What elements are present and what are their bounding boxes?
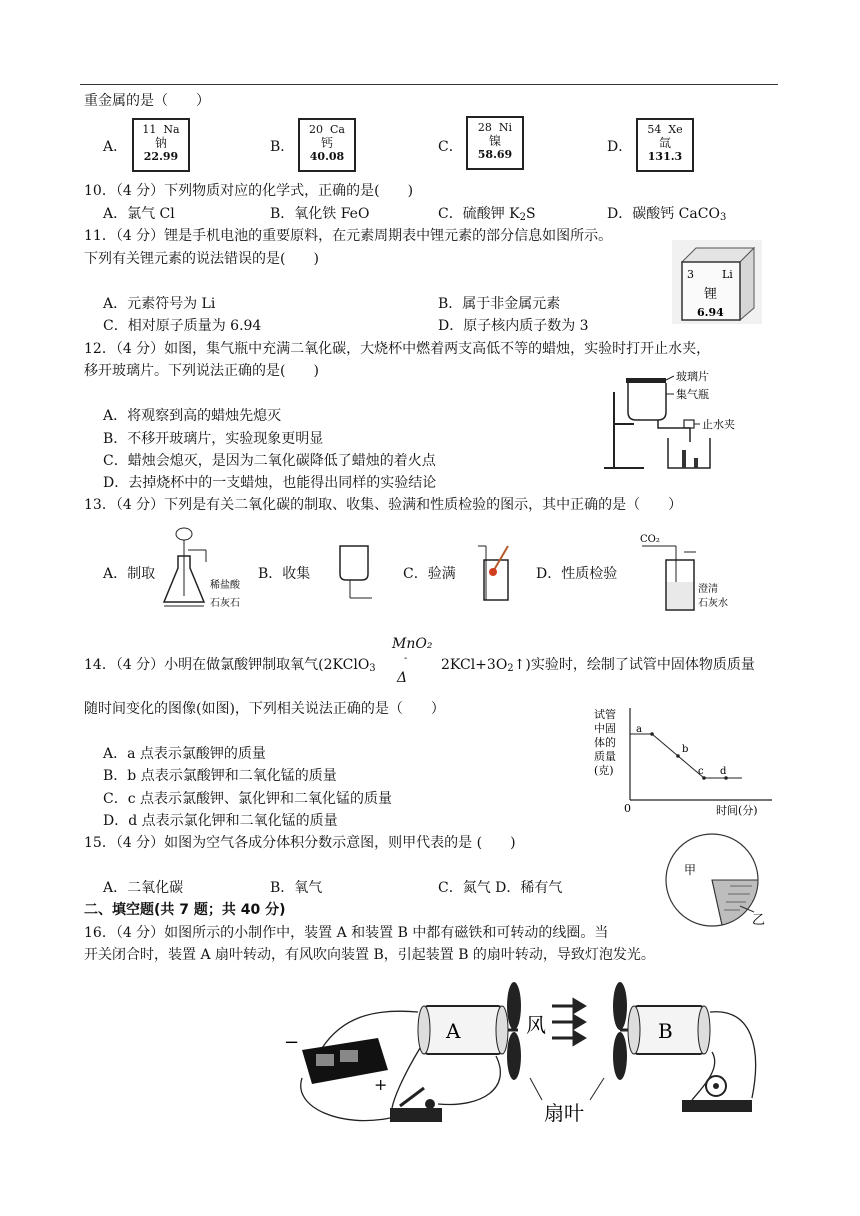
label-jia: 甲 — [684, 863, 697, 877]
q16-stem-line2: 开关闭合时，装置 A 扇叶转动，有风吹向装置 B，引起装置 B 的扇叶转动，导致灯泡发光。 — [84, 947, 655, 963]
lithium-card-figure — [672, 240, 762, 324]
point-d: d — [720, 766, 727, 777]
q14-option-a: A．a 点表示氯酸钾的质量 — [103, 746, 266, 762]
y-label-4: 质量 — [594, 750, 616, 763]
q16-stem-line1: 16．（4 分）如图所示的小制作中，装置 A 和装置 B 中都有磁铁和可转动的线圈。当 — [84, 925, 609, 941]
label-limewater-1: 澄清 — [698, 584, 718, 595]
atomic-number: 20 — [309, 123, 323, 136]
q9-element-card-c — [466, 116, 524, 170]
q12-stem-line2: 移开玻璃片。下列说法正确的是( ) — [84, 363, 319, 379]
atomic-mass: 131.3 — [647, 150, 683, 163]
element-name: 钠 — [154, 136, 167, 150]
atomic-mass: 40.08 — [309, 150, 345, 163]
point-c: c — [698, 766, 704, 777]
q11-option-c: C．相对原子质量为 6.94 — [103, 318, 262, 334]
label-limestone: 石灰石 — [210, 598, 240, 609]
q9-tail: 重金属的是（ ） — [84, 93, 210, 109]
co2-collection-bottle — [336, 542, 380, 604]
y-label-1: 试管 — [594, 708, 616, 721]
motor-generator-figure — [282, 978, 776, 1138]
label-dilute-acid: 稀盐酸 — [210, 580, 240, 591]
point-a: a — [636, 724, 642, 735]
q14-stem-line1: 14．（4 分）小明在做氯酸钾制取氧气(2KClO$_3$ — [84, 657, 376, 674]
q10-stem: 10．（4 分）下列物质对应的化学式，正确的是( ) — [84, 183, 414, 199]
q13-stem: 13．（4 分）下列是有关二氧化碳的制取、收集、验满和性质检验的图示，其中正确的是（ ） — [84, 497, 683, 513]
air-composition-pie — [660, 832, 772, 928]
q14-stem-line1b: $2KCl+3O_2↑$)实验时，绘制了试管中固体物质质量 — [441, 657, 755, 674]
co2-full-test-bottle — [476, 540, 520, 606]
q10-option-b: B．氧化铁 FeO — [270, 206, 370, 222]
battery-minus: − — [284, 1032, 300, 1053]
catalyst-label: MnO₂ — [392, 636, 433, 652]
label-limewater-2: 石灰水 — [698, 598, 728, 609]
q15-stem: 15．（4 分）如图为空气各成分体积分数示意图，则甲代表的是 ( ) — [84, 835, 516, 851]
q15-option-a: A．二氧化碳 — [103, 880, 184, 896]
x-axis-label: 时间(分) — [716, 804, 758, 817]
q13-option-c: C．验满 — [403, 566, 456, 582]
q12-stem-line1: 12．（4 分）如图，集气瓶中充满二氧化碳，大烧杯中燃着两支高低不等的蜡烛，实验时打开止水夹， — [84, 341, 711, 357]
q13-option-a: A．制取 — [103, 566, 156, 582]
device-a-label: A — [446, 1019, 461, 1043]
device-b-label: B — [658, 1019, 673, 1043]
q9-option-d-letter: D． — [607, 139, 633, 155]
label-glass-plate: 玻璃片 — [676, 370, 709, 383]
label-water-clamp: 止水夹 — [702, 418, 735, 431]
q11-stem-line1: 11．（4 分）锂是手机电池的重要原料，在元素周期表中锂元素的部分信息如图所示。 — [84, 228, 613, 244]
label-co2: CO₂ — [640, 534, 660, 545]
point-b: b — [682, 744, 689, 755]
label-gas-bottle: 集气瓶 — [676, 388, 709, 401]
battery-plus: + — [374, 1075, 388, 1094]
section-2-heading: 二、填空题(共 7 题；共 40 分) — [84, 902, 286, 918]
atomic-mass: 58.69 — [477, 148, 513, 161]
q12-option-c: C．蜡烛会熄灭，是因为二氧化碳降低了蜡烛的着火点 — [103, 453, 436, 469]
q9-element-card-d — [636, 118, 694, 172]
q11-stem-line2: 下列有关锂元素的说法错误的是( ) — [84, 251, 319, 267]
q14-option-c: C．c 点表示氯酸钾、氯化钾和二氧化锰的质量 — [103, 791, 393, 807]
q10-option-d: D．碳酸钙 CaCO$_3$ — [607, 206, 727, 223]
element-symbol: Ca — [330, 123, 345, 136]
q14-option-d: D．d 点表示氯化钾和二氧化锰的质量 — [103, 813, 338, 829]
q9-option-a-letter: A． — [103, 139, 128, 155]
element-symbol: Na — [163, 123, 180, 136]
q12-option-b: B．不移开玻璃片，实验现象更明显 — [103, 431, 324, 447]
lithium-name: 锂 — [704, 287, 718, 302]
q13-option-d: D．性质检验 — [536, 566, 618, 582]
q12-option-a: A．将观察到高的蜡烛先熄灭 — [103, 408, 282, 424]
atomic-number: 28 — [477, 121, 492, 134]
atomic-number: 11 — [142, 123, 157, 136]
reaction-arrow-mark: - — [404, 653, 408, 664]
q10-option-a: A．氯气 Cl — [103, 206, 175, 222]
element-name: 氙 — [658, 136, 671, 150]
label-yi: 乙 — [752, 913, 766, 928]
q13-option-b: B．收集 — [258, 566, 311, 582]
co2-property-test — [640, 532, 730, 612]
q14-stem-line2: 随时间变化的图像(如图)，下列相关说法正确的是（ ） — [84, 701, 445, 717]
co2-production-flask — [160, 526, 250, 612]
y-label-5: (克) — [594, 764, 614, 777]
y-label-3: 体的 — [594, 736, 616, 749]
q10-option-c: C．硫酸钾 $K_2S$ — [438, 206, 536, 223]
q15-option-b: B．氧气 — [270, 880, 323, 896]
q9-option-b-letter: B． — [270, 139, 295, 155]
q14-option-b: B．b 点表示氯酸钾和二氧化锰的质量 — [103, 768, 337, 784]
mass-time-graph — [592, 706, 782, 818]
y-label-2: 中固 — [594, 722, 616, 735]
q11-option-a: A．元素符号为 Li — [103, 296, 216, 312]
fan-blade-label: 扇叶 — [544, 1101, 584, 1125]
q9-element-card-a — [132, 118, 190, 172]
lithium-mass: 6.94 — [697, 306, 724, 319]
element-name: 钙 — [320, 136, 333, 150]
q9-element-card-b — [298, 118, 356, 172]
q11-option-b: B．属于非金属元素 — [438, 296, 561, 312]
q11-option-d: D．原子核内质子数为 3 — [438, 318, 589, 334]
heat-label: Δ — [397, 670, 408, 686]
wind-label: 风 — [526, 1013, 546, 1037]
q12-option-d: D．去掉烧杯中的一支蜡烛，也能得出同样的实验结论 — [103, 475, 437, 491]
element-symbol: Ni — [498, 121, 513, 134]
element-name: 镍 — [488, 134, 501, 148]
lithium-symbol: Li — [722, 268, 733, 281]
atomic-mass: 22.99 — [143, 150, 179, 163]
element-symbol: Xe — [668, 123, 683, 136]
origin-label: 0 — [624, 802, 631, 815]
header-rule — [80, 84, 778, 85]
q9-option-c-letter: C． — [438, 139, 463, 155]
atomic-number: 54 — [647, 123, 662, 136]
co2-candle-apparatus — [604, 372, 764, 472]
q15-option-cd: C．氮气 D．稀有气 — [438, 880, 563, 896]
lithium-number: 3 — [687, 268, 694, 281]
